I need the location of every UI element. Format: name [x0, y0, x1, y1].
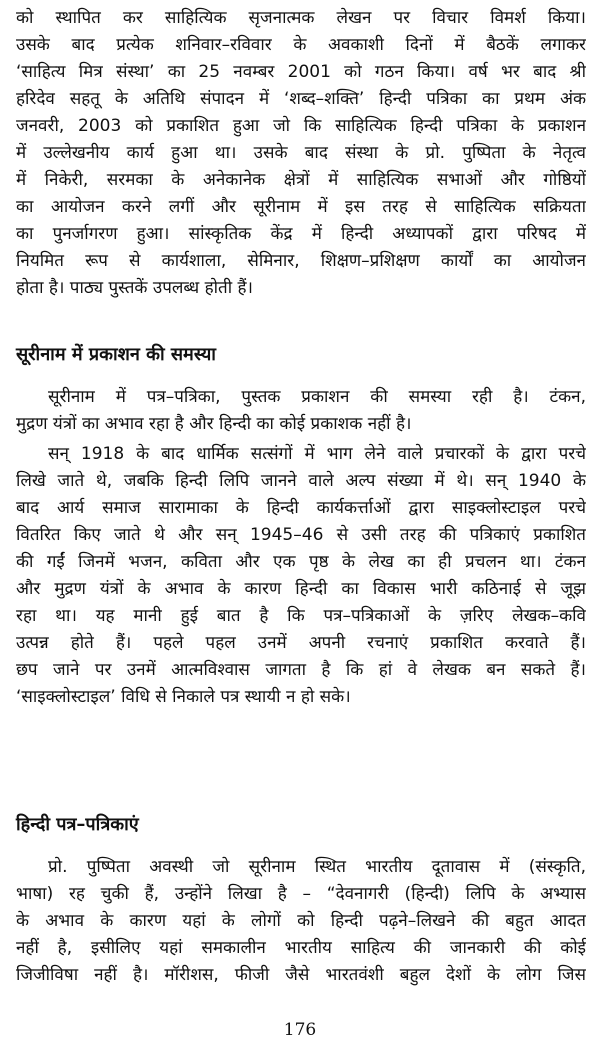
body-text-line: ‘साहित्य मित्र संस्था’ का 25 नवम्बर 2001 को गठन किया। वर्ष भर बाद श्री	[16, 62, 586, 82]
body-text-line: नियमित रूप से कार्यशाला, सेमिनार, शिक्षण–प्रशिक्षण कार्यों का आयोजन	[16, 251, 586, 271]
section-heading: हिन्दी पत्र–पत्रिकाएं	[16, 814, 139, 835]
body-text-line: की गईं जिनमें भजन, कविता और एक पृष्ठ के लेख का ही प्रचलन था। टंकन	[16, 552, 586, 572]
body-text-line: उसके बाद प्रत्येक शनिवार–रविवार के अवकाशी दिनों में बैठकें लगाकर	[16, 35, 586, 55]
body-text-line: हरिदेव सहतू के अतिथि संपादन में ‘शब्द–शक्ति’ हिन्दी पत्रिका का प्रथम अंक	[16, 89, 586, 109]
body-text-line: छप जाने पर उनमें आत्मविश्वास जागता है कि हां वे लेखक बन सकते हैं।	[16, 660, 586, 680]
page-number: 176	[283, 1020, 317, 1040]
body-text-line: में उल्लेखनीय कार्य हुआ था। उसके बाद संस्था के प्रो. पुष्पिता के नेतृत्व	[16, 143, 586, 163]
body-text-line: ‘साइक्लोस्टाइल’ विधि से निकाले पत्र स्थायी न हो सके।	[16, 687, 351, 707]
body-text-line: नहीं है, इसीलिए यहां समकालीन भारतीय साहित्य की जानकारी की कोई	[16, 938, 586, 958]
body-text-line: प्रो. पुष्पिता अवस्थी जो सूरीनाम स्थित भारतीय दूतावास में (संस्कृति,	[48, 857, 586, 877]
body-text-line: लिखे जाते थे, जबकि हिन्दी लिपि जानने वाले अल्प संख्या में थे। सन् 1940 के	[16, 471, 586, 491]
body-text-line: मुद्रण यंत्रों का अभाव रहा है और हिन्दी का कोई प्रकाशक नहीं है।	[16, 414, 412, 434]
body-text-line: सन् 1918 के बाद धार्मिक सत्संगों में भाग लेने वाले प्रचारकों के द्वारा परचे	[48, 444, 586, 464]
body-text-line: भाषा) रह चुकी हैं, उन्होंने लिखा है – “देवनागरी (हिन्दी) लिपि के अभ्यास	[16, 884, 586, 904]
body-text-line: का पुनर्जागरण हुआ। सांस्कृतिक केंद्र में हिन्दी अध्यापकों द्वारा परिषद में	[16, 224, 586, 244]
body-text-line: का आयोजन करने लगीं और सूरीनाम में इस तरह से साहित्यिक सक्रियता	[16, 197, 586, 217]
body-text-line: वितरित किए जाते थे और सन् 1945–46 से उसी तरह की पत्रिकाएं प्रकाशित	[16, 525, 586, 545]
body-text-line: में निकेरी, सरमका के अनेकानेक क्षेत्रों में साहित्यिक सभाओं और गोष्ठियों	[16, 170, 586, 190]
body-text-line: होता है। पाठ्य पुस्तकें उपलब्ध होती हैं।	[16, 278, 253, 298]
body-text-line: और मुद्रण यंत्रों के अभाव के कारण हिन्दी का विकास भारी कठिनाई से जूझ	[16, 579, 586, 599]
body-text-line: को स्थापित कर साहित्यिक सृजनात्मक लेखन पर विचार विमर्श किया।	[16, 8, 586, 28]
body-text-line: जिजीविषा नहीं है। मॉरीशस, फीजी जैसे भारतवंशी बहुल देशों के लोग जिस	[16, 965, 586, 985]
body-text-line: बाद आर्य समाज सारामाका के हिन्दी कार्यकर्त्ताओं द्वारा साइक्लोस्टाइल परचे	[16, 498, 586, 518]
body-text-line: रहा था। यह मानी हुई बात है कि पत्र–पत्रिकाओं के ज़रिए लेखक–कवि	[16, 606, 586, 626]
body-text-line: उत्पन्न होते हैं। पहले पहल उनमें अपनी रचनाएं प्रकाशित करवाते हैं।	[16, 633, 586, 653]
body-text-line: के अभाव के कारण यहां के लोगों को हिन्दी पढ़ने–लिखने की बहुत आदत	[16, 911, 586, 931]
body-text-line: जनवरी, 2003 को प्रकाशित हुआ जो कि साहित्यिक हिन्दी पत्रिका के प्रकाशन	[16, 116, 586, 136]
section-heading: सूरीनाम में प्रकाशन की समस्या	[16, 344, 216, 365]
body-text-line: सूरीनाम में पत्र–पत्रिका, पुस्तक प्रकाशन की समस्या रही है। टंकन,	[48, 387, 586, 407]
